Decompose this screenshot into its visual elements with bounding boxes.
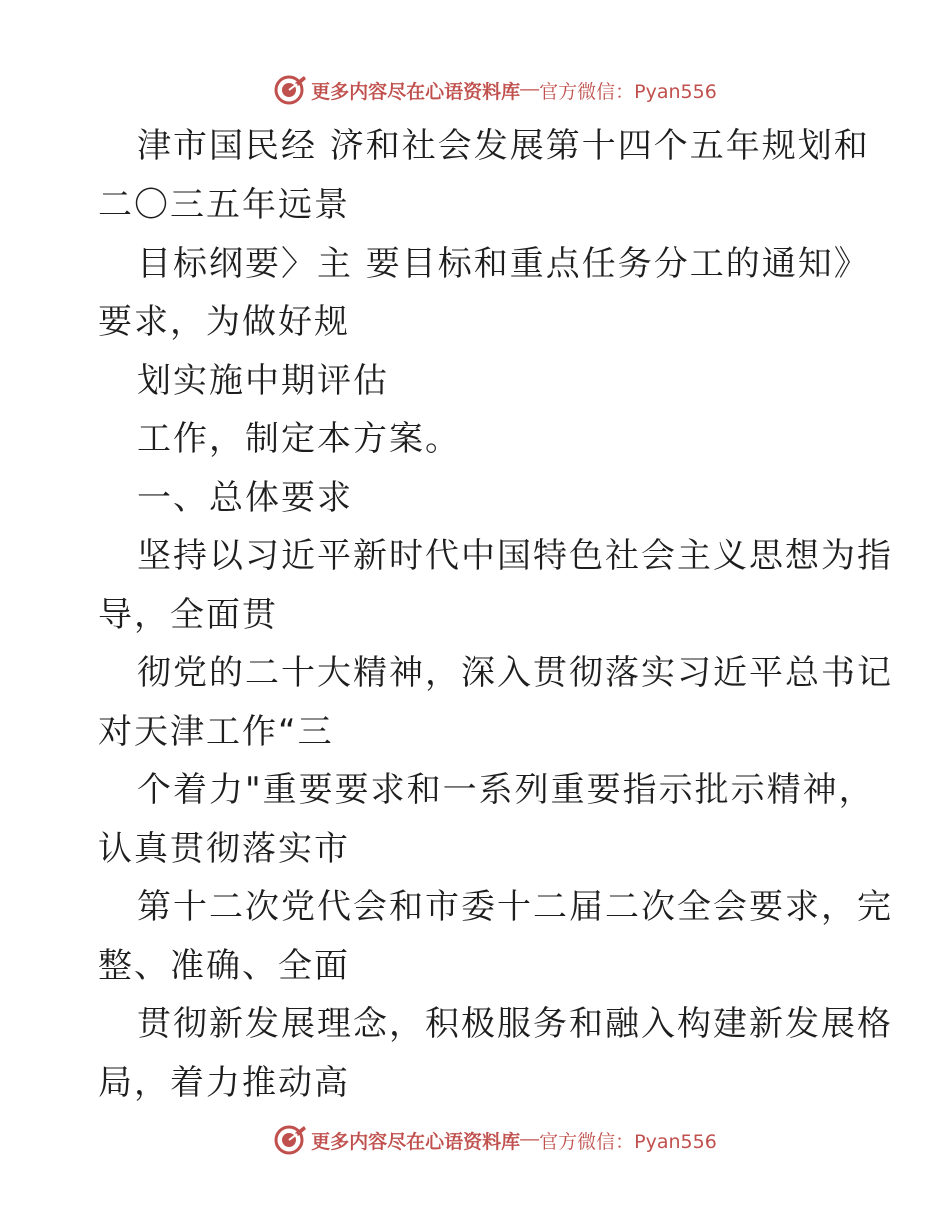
body-line: 第十二次党代会和市委十二届二次全会要求，完 <box>137 887 893 927</box>
body-line: 二〇三五年远景 <box>98 185 350 225</box>
body-line: 坚持以习近平新时代中国特色社会主义思想为指 <box>137 536 893 576</box>
footer-wechat-text: 官方微信：Pyan556 <box>539 1130 717 1153</box>
body-line: 目标纲要〉主 要目标和重点任务分工的通知》 <box>137 244 870 284</box>
header-banner-inner <box>273 73 717 107</box>
body-line: 认真贯彻落实市 <box>98 829 350 869</box>
footer-dash: — <box>520 1129 540 1150</box>
body-line: 整、准确、全面 <box>98 946 350 986</box>
header-dash: — <box>520 79 540 100</box>
body-line: 工作，制定本方案。 <box>137 419 461 459</box>
body-line: 贯彻新发展理念，积极服务和融入构建新发展格 <box>137 1004 893 1044</box>
body-line: 彻党的二十大精神，深入贯彻落实习近平总书记 <box>137 653 893 693</box>
header-banner <box>0 70 950 110</box>
section-heading: 一、总体要求 <box>137 478 353 518</box>
footer-banner-inner <box>273 1123 717 1157</box>
body-line: 个着力"重要要求和一系列重要指示批示精神， <box>137 770 875 810</box>
body-line: 划实施中期评估 <box>137 361 389 401</box>
header-site-text: 更多内容尽在心语资料库 <box>311 80 521 103</box>
body-line: 对天津工作“三 <box>98 712 334 752</box>
pen-circle-logo-icon <box>273 1123 307 1157</box>
body-line: 局，着力推动高 <box>98 1063 350 1103</box>
footer-banner <box>0 1120 950 1160</box>
footer-site-text: 更多内容尽在心语资料库 <box>311 1130 521 1153</box>
body-line: 津市国民经 济和社会发展第十四个五年规划和 <box>137 126 870 166</box>
header-wechat-text: 官方微信：Pyan556 <box>539 80 717 103</box>
pen-circle-logo-icon <box>273 73 307 107</box>
body-line: 要求，为做好规 <box>98 302 350 342</box>
body-line: 导，全面贯 <box>98 595 278 635</box>
